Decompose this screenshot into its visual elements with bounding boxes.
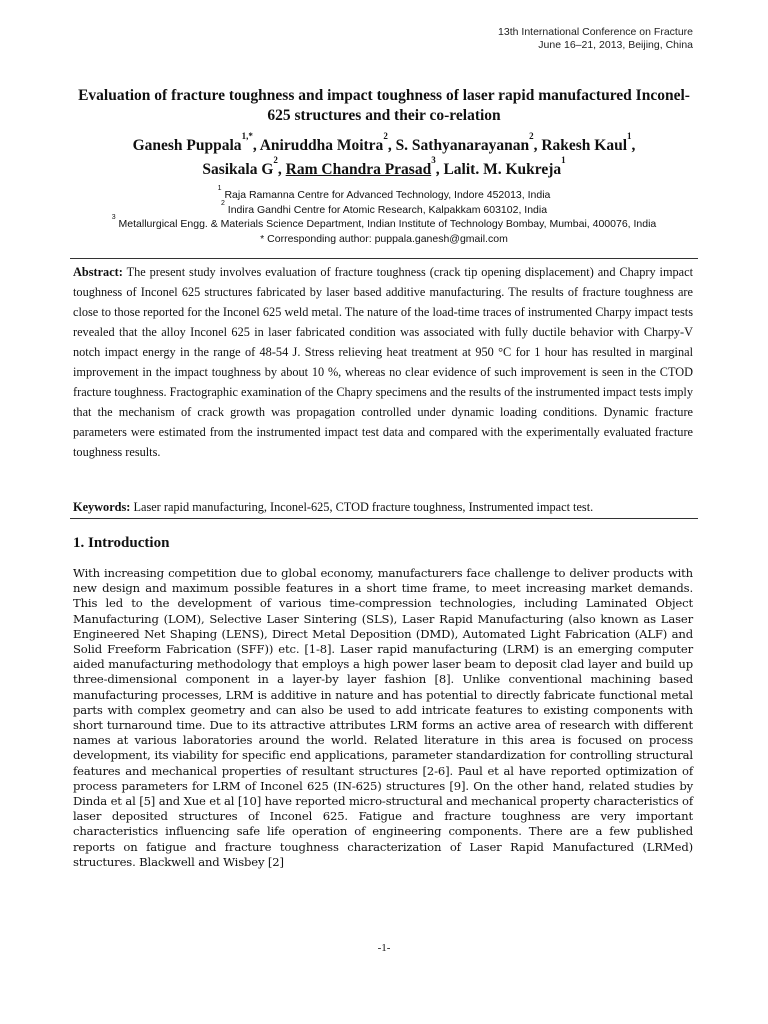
paper-title: Evaluation of fracture toughness and impact toughness of laser rapid manufactured Inconel-625 structures and their co-relation xyxy=(78,87,690,124)
abstract xyxy=(73,262,693,462)
affiliation-number: 3 xyxy=(111,214,116,221)
author-affiliation-mark: 3 xyxy=(431,155,436,165)
author-affiliation-mark: 1 xyxy=(561,155,566,165)
keywords xyxy=(73,498,693,516)
author-affiliation-mark: 1,* xyxy=(241,131,253,141)
author-name: Sasikala G xyxy=(202,161,274,178)
author-list: Ganesh Puppala$^{1,*}$, Aniruddha Moitra$^2$, S. Sathyanarayanan$^2$, Rakesh Kaul$^1$, Sasikala $G^2$, Ram Chandra Prasad$^3$, Lalit. M. Kukreja$^1$ xyxy=(132,131,636,178)
conference-name: 13th International Conference on Fracture xyxy=(498,26,693,38)
author-affiliation-mark: 2 xyxy=(383,131,388,141)
conference-dates: June 16–21, 2013, Beijing, China xyxy=(538,39,693,51)
author-name: Aniruddha Moitra xyxy=(259,137,384,154)
affiliation-number: 1 xyxy=(217,185,222,192)
introduction-body: With increasing competition due to global economy, manufacturers face challenge to deliver products with new design and maximum possible features in a short time frame, to meet increasing market demands. This led to the development of various time-compression technologies, including Laminated Object Manufacturing (LOM), Selective Laser Sintering (SLS), Laser Rapid Manufacturing (also known as Laser Engineered Net Shaping (LENS), Direct Metal Deposition (DMD), Automated Light Fabrication (ALF) and Solid Freeform Fabrication (SFF)) etc. [1-8]. Laser rapid manufacturing (LRM) is an emerging computer aided manufacturing methodology that employs a high power laser beam to deposit clad layer and build up three-dimensional component in a layer-by layer fashion [8]. Unlike conventional machining based manufacturing processes, LRM is additive in nature and has potential to directly fabricate functional metal parts with complex geometry and can also be used to add intricate features to existing components with short turnaround time. Due to its attractive attributes LRM forms an active area of research with different names at various laboratories around the world. Related literature in this area is focused on process development, its viability for specific end applications, parameter standardization for controlling structural features and mechanical properties of resultant structures [2-6]. Paul et al have reported optimization of process parameters for LRM of Inconel 625 (IN-625) structures [9]. On the other hand, related studies by Dinda et al [5] and Xue et al [10] have reported micro-structural and mechanical property characteristics of laser deposited structures of Inconel 625. Fatigue and fracture toughness are very important characteristics influencing safe life operation of engineering components. There are a few published reports on fatigue and fracture toughness characterization of Laser Rapid Manufactured (LRMed) structures. Blackwell and Wisbey [2] xyxy=(73,566,693,869)
author-name: Ganesh Puppala xyxy=(132,137,242,154)
page-number: -1- xyxy=(377,942,391,954)
author-name: S. Sathyanarayanan xyxy=(395,137,530,154)
author-affiliation-mark: 2 xyxy=(273,155,278,165)
affiliations xyxy=(70,185,698,246)
author-affiliation-mark: 1 xyxy=(627,131,632,141)
author-name: Lalit. M. Kukreja xyxy=(443,161,562,178)
affiliation-text: Raja Ramanna Centre for Advanced Technology, Indore 452013, India xyxy=(224,189,551,201)
affiliation-line xyxy=(70,185,698,203)
affiliation-number: 2 xyxy=(220,199,225,207)
affiliation-line xyxy=(70,214,698,232)
abstract-label: Abstract: xyxy=(73,265,123,279)
conference-header xyxy=(498,26,693,52)
keywords-bottom-rule xyxy=(70,518,698,519)
section-heading: 1. Introduction xyxy=(73,535,170,551)
affiliation-text: Metallurgical Engg. & Materials Science Department, Indian Institute of Technology Bombay, Mumbai, 400076, India xyxy=(118,218,657,230)
abstract-text: The present study involves evaluation of fracture toughness (crack tip opening displacement) and Chapry impact toughness of Inconel 625 structures fabricated by laser based additive manufacturing. The results of fracture toughness are close to those reported for the Inconel 625 weld metal. The nature of the load-time traces of instrumented Charpy impact tests revealed that the alloy Inconel 625 in laser fabricated condition was associated with fully ductile behavior with Charpy-V notch impact energy in the range of 48-54 J. Stress relieving heat treatment at 950 °C for 1 hour has resulted in marginal improvement in the impact toughness by about 10 %, whereas no clear evidence of such improvement is seen in the CTOD fracture toughness. Fractographic examination of the Chapry specimens and the results of the instrumented impact tests imply that the mechanism of crack growth was propagation controlled under dynamic loading conditions. Dynamic fracture parameters were estimated from the instrumented impact test data and compared with the experimentally evaluated fracture toughness results. xyxy=(73,265,693,459)
author-name-presenting: Ram Chandra Prasad xyxy=(285,161,432,178)
corresponding-author: * Corresponding author: puppala.ganesh@gmail.com xyxy=(260,232,508,245)
author-affiliation-mark: 2 xyxy=(529,131,534,141)
keywords-text: Laser rapid manufacturing, Inconel-625, CTOD fracture toughness, Instrumented impact test. xyxy=(133,500,594,514)
affiliation-text: Indira Gandhi Centre for Atomic Research, Kalpakkam 603102, India xyxy=(227,203,548,216)
keywords-label: Keywords: xyxy=(73,500,131,514)
affiliation-line xyxy=(70,199,698,218)
author-name: Rakesh Kaul xyxy=(541,137,628,154)
abstract-top-rule xyxy=(70,258,698,259)
